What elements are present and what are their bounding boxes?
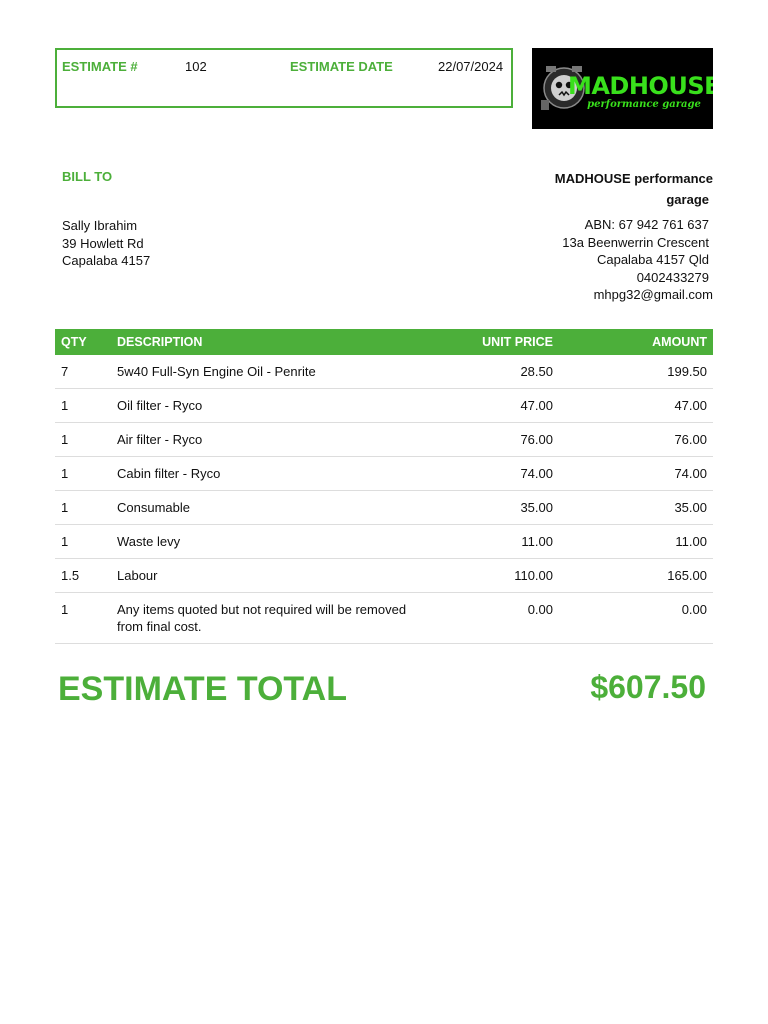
estimate-date-label: ESTIMATE DATE xyxy=(290,59,393,74)
header-amount: AMOUNT xyxy=(559,329,713,355)
row-qty: 1 xyxy=(55,525,111,559)
row-description: Labour xyxy=(111,559,419,593)
company-logo xyxy=(532,48,713,129)
estimate-date: 22/07/2024 xyxy=(438,59,504,74)
bill-to-address xyxy=(62,217,150,270)
row-amount: 76.00 xyxy=(559,423,713,457)
header-description: DESCRIPTION xyxy=(111,329,419,355)
row-qty: 1 xyxy=(55,593,111,644)
row-unit-price: 0.00 xyxy=(419,593,559,644)
row-unit-price: 110.00 xyxy=(419,559,559,593)
row-amount: 199.50 xyxy=(559,355,713,389)
madhouse-logo-graphic xyxy=(532,48,713,129)
company-street: 13a Beenwerrin Crescent xyxy=(562,234,709,250)
row-qty: 1 xyxy=(55,457,111,491)
table-row xyxy=(55,491,713,525)
row-qty: 1 xyxy=(55,423,111,457)
table-row xyxy=(55,355,713,389)
row-unit-price: 28.50 xyxy=(419,355,559,389)
row-unit-price: 74.00 xyxy=(419,457,559,491)
company-phone: 0402433279 xyxy=(636,269,709,285)
logo-title: MADHOUSE xyxy=(567,72,713,100)
estimate-number: 102 xyxy=(185,59,207,74)
company-details xyxy=(493,168,713,304)
bill-to-label: BILL TO xyxy=(62,169,113,184)
company-email: mhpg32@gmail.com xyxy=(593,287,713,302)
table-row xyxy=(55,525,713,559)
table-header-row xyxy=(55,329,713,355)
line-items-table xyxy=(55,329,713,644)
row-description: Waste levy xyxy=(111,525,419,559)
row-description: Oil filter - Ryco xyxy=(111,389,419,423)
row-amount: 74.00 xyxy=(559,457,713,491)
client-name: Sally Ibrahim xyxy=(62,218,138,233)
table-row xyxy=(55,389,713,423)
row-amount: 11.00 xyxy=(559,525,713,559)
row-unit-price: 35.00 xyxy=(419,491,559,525)
estimate-total-value: $607.50 xyxy=(590,669,706,705)
table-row xyxy=(55,559,713,593)
row-qty: 1 xyxy=(55,491,111,525)
estimate-number-label: ESTIMATE # xyxy=(62,59,138,74)
table-row xyxy=(55,457,713,491)
row-qty: 7 xyxy=(55,355,111,389)
header-unit-price: UNIT PRICE xyxy=(419,329,559,355)
company-city: Capalaba 4157 Qld xyxy=(596,252,709,267)
client-street: 39 Howlett Rd xyxy=(62,235,144,251)
row-unit-price: 11.00 xyxy=(419,525,559,559)
row-description: Any items quoted but not required will be removed from final cost. xyxy=(111,593,419,644)
estimate-header-box xyxy=(55,48,513,108)
row-description: 5w40 Full-Syn Engine Oil - Penrite xyxy=(111,355,419,389)
row-unit-price: 76.00 xyxy=(419,423,559,457)
row-amount: 47.00 xyxy=(559,389,713,423)
header-qty: QTY xyxy=(55,329,111,355)
company-name-line1: MADHOUSE performance xyxy=(554,171,713,186)
table-row xyxy=(55,593,713,644)
row-amount: 165.00 xyxy=(559,559,713,593)
table-row xyxy=(55,423,713,457)
row-description: Air filter - Ryco xyxy=(111,423,419,457)
row-qty: 1.5 xyxy=(55,559,111,593)
row-description: Cabin filter - Ryco xyxy=(111,457,419,491)
logo-subtitle: performance garage xyxy=(587,99,701,110)
row-amount: 35.00 xyxy=(559,491,713,525)
row-unit-price: 47.00 xyxy=(419,389,559,423)
company-name-line2: garage xyxy=(666,192,709,207)
row-qty: 1 xyxy=(55,389,111,423)
row-amount: 0.00 xyxy=(559,593,713,644)
estimate-total-label: ESTIMATE TOTAL xyxy=(58,670,347,708)
client-city: Capalaba 4157 xyxy=(62,253,151,268)
company-abn: ABN: 67 942 761 637 xyxy=(584,217,709,232)
row-description: Consumable xyxy=(111,491,419,525)
